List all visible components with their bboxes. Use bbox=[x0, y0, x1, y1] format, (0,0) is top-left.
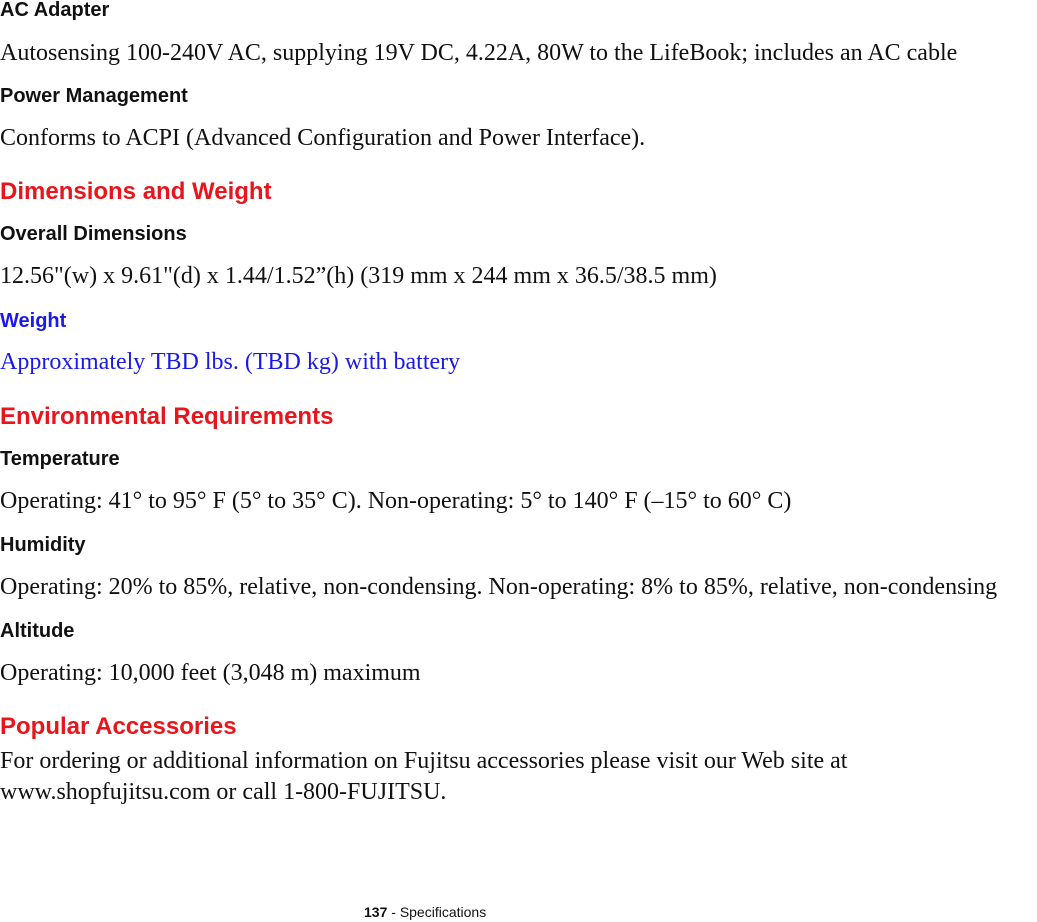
humidity-text: Operating: 20% to 85%, relative, non-condensing. Non-operating: 8% to 85%, relative, non-condensing bbox=[0, 574, 998, 600]
popular-accessories-text: For ordering or additional information on Fujitsu accessories please visit our Web site at www.shopfujitsu.com or call 1-800-FUJITSU. bbox=[0, 748, 848, 805]
dimensions-weight-heading: Dimensions and Weight bbox=[0, 178, 272, 205]
temperature-text: Operating: 41° to 95° F (5° to 35° C). Non-operating: 5° to 140° F (–15° to 60° C) bbox=[0, 488, 792, 514]
humidity-heading: Humidity bbox=[0, 534, 86, 556]
environmental-requirements-heading: Environmental Requirements bbox=[0, 403, 334, 430]
popular-accessories-heading: Popular Accessories bbox=[0, 713, 237, 740]
page-number: 137 bbox=[364, 904, 388, 920]
ac-adapter-heading: AC Adapter bbox=[0, 0, 110, 21]
power-management-text: Conforms to ACPI (Advanced Configuration and Power Interface). bbox=[0, 125, 646, 151]
footer-section: Specifications bbox=[399, 904, 487, 920]
power-management-heading: Power Management bbox=[0, 85, 188, 107]
altitude-heading: Altitude bbox=[0, 620, 75, 642]
page-footer bbox=[364, 903, 486, 921]
temperature-heading: Temperature bbox=[0, 448, 120, 470]
ac-adapter-text: Autosensing 100-240V AC, supplying 19V DC, 4.22A, 80W to the LifeBook; includes an AC cable bbox=[0, 40, 958, 66]
weight-text: Approximately TBD lbs. (TBD kg) with battery bbox=[0, 349, 461, 375]
overall-dimensions-heading: Overall Dimensions bbox=[0, 223, 187, 245]
altitude-text: Operating: 10,000 feet (3,048 m) maximum bbox=[0, 660, 421, 686]
overall-dimensions-text: 12.56"(w) x 9.61"(d) x 1.44/1.52”(h) (319 mm x 244 mm x 36.5/38.5 mm) bbox=[0, 263, 717, 289]
footer-separator: - bbox=[387, 904, 400, 920]
weight-heading: Weight bbox=[0, 310, 67, 332]
